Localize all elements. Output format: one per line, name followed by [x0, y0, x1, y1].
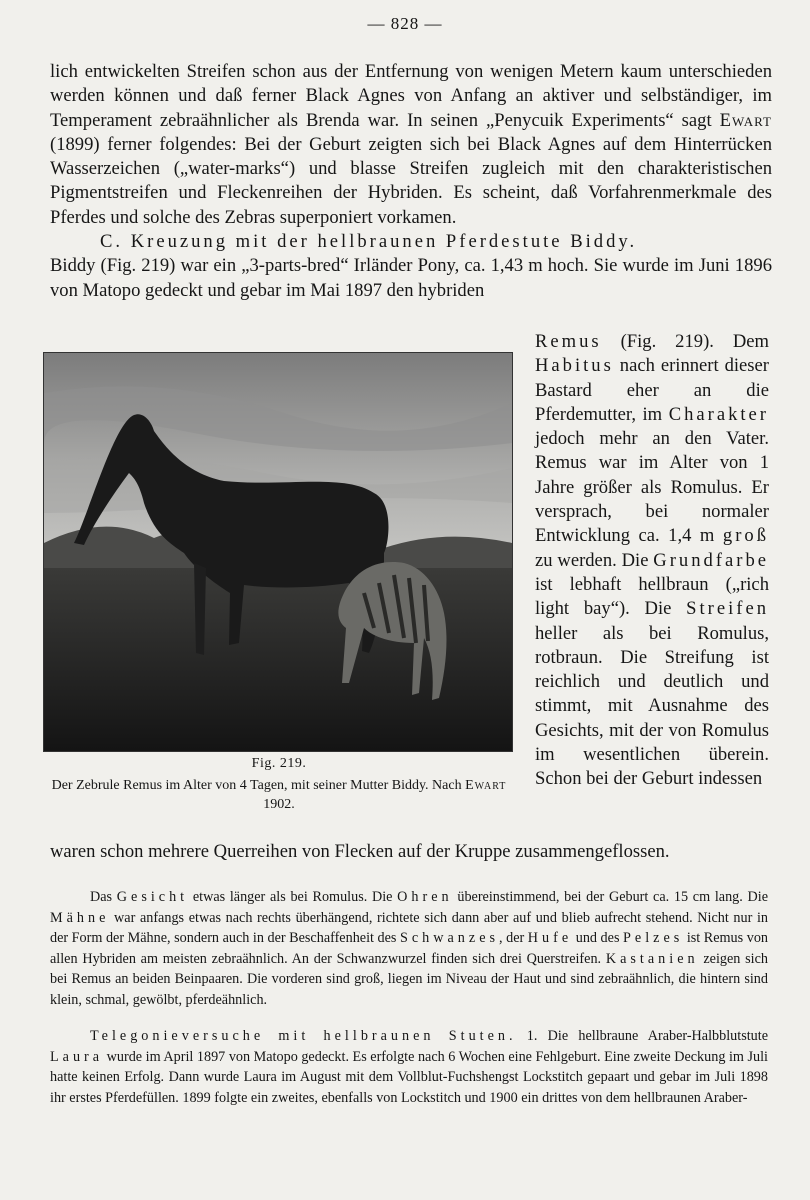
hufe-term: Hufe — [527, 930, 573, 946]
figure-caption — [43, 776, 515, 814]
figure-caption-text-a: Der Zebrule Remus im Alter von 4 Tagen, mit seiner Mutter Biddy. Nach — [51, 778, 466, 793]
sp2-t2: wurde im April 1897 von Matopo gedeckt. Es erfolgte nach 6 Wochen eine Fehlgeburt. Eine zweite Deckung im Juli hatte keinen Erfolg. Dann wurde Laura im August mit dem Vollblut-Fuchshengst Lockstitch gepaart und gebar im Juli 1898 ihr erstes Pferdefüllen. 1899 folgte ein zweites, ebenfalls von Lockstitch und 1900 ein drittes von dem hellbraunen Araber- — [50, 1048, 768, 1106]
habitus-term: Habitus — [535, 355, 614, 377]
section-c-text: Biddy (Fig. 219) war ein „3-parts-bred“ Irländer Pony, ca. 1,43 m hoch. Sie wurde im Juni 1896 von Matopo gedeckt und gebar im Mai 1897 den hybriden — [50, 255, 772, 301]
gross-term: groß — [722, 525, 769, 547]
sp2-t1: 1. Die hellbraune Araber-Halbblutstute — [516, 1028, 769, 1044]
small-paragraph-1 — [50, 887, 768, 1010]
figure-219 — [43, 352, 515, 814]
grundfarbe-term: Grundfarbe — [653, 549, 769, 571]
sp1-t2: übereinstimmend, bei der Geburt ca. 15 cm lang. Die — [452, 889, 768, 905]
streifen-term: Streifen — [686, 598, 769, 620]
kastanien-term: Kastanien — [605, 950, 699, 967]
sp1-t1: etwas länger als bei Romulus. Die — [188, 889, 398, 905]
figure-caption-author: Ewart — [465, 778, 507, 793]
side-text-2: nach erinnert dieser Bastard eher an die Pferdemutter, im — [535, 355, 769, 425]
sp1-t3: war anfangs etwas nach rechts überhängend, richtete sich dann aber auf und blieb aufrecht stehend. Nicht nur in der Form der Mähne, sondern auch in der Beschaffenheit des — [50, 909, 768, 946]
author-ewart: Ewart — [719, 109, 772, 131]
small-paragraph-2 — [50, 1026, 768, 1108]
schwanzes-term: Schwanzes — [399, 930, 500, 946]
continuation-text: waren schon mehrere Querreihen von Flecken auf der Kruppe zusammengeflossen. — [50, 841, 670, 862]
top-text-b: (1899) ferner folgendes: Bei der Geburt zeigten sich bei Black Agnes auf dem Hinterrücken Wasserzeichen („water-marks“) und blasse Streifen zugleich mit den charakteristischen Pigmentstreifen und Fleckenreihen der Hybriden. Es scheint, daß Vorfahrenmerkmale des Pferdes und solche des Zebras superponiert vorkamen. — [50, 133, 772, 228]
sp1-t7: zeigen sich bei Remus an beiden Beinpaaren. Die vorderen sind groß, liegen im Niveau der Haut und sind zebraähnlich, die hintern sind klein, schmal, gewölbt, pferdeähnlich. — [50, 950, 768, 1008]
side-text-5: ist lebhaft hellbraun („rich light bay“). Die — [535, 573, 769, 620]
sp1-t6: ist Remus von allen Hybriden am meisten zebraähnlich. An der Schwanzwurzel finden sich drei Querstreifen. — [50, 930, 769, 967]
sp1-t4: , der — [499, 930, 528, 946]
gesicht-term: Gesicht — [116, 889, 189, 905]
sp1-t5: und des — [572, 930, 624, 946]
laura-name: Laura — [50, 1048, 104, 1065]
sp1-das: Das — [90, 889, 117, 905]
telegonie-heading: Telegonieversuche mit hellbraunen Stuten. — [90, 1028, 517, 1044]
top-text-a: lich entwickelten Streifen schon aus der Entfernung von wenigen Metern kaum unterschieden werden können und daß ferner Black Agnes von Anfang an aktiver und selbständiger, im Temperament zebraähnlicher als Brenda war. In seinen „Penycuik Experiments“ sagt — [50, 61, 772, 131]
section-c-heading: C. Kreuzung mit der hellbraunen Pferdestute Biddy. — [100, 231, 638, 253]
top-paragraph — [50, 60, 772, 303]
side-text-1: (Fig. 219). Dem — [601, 331, 769, 352]
side-text-3: jedoch mehr an den Vater. Remus war im Alter von 1 Jahre größer als Romulus. Er versprach, bei normaler Entwicklung ca. 1,4 m — [535, 428, 769, 547]
horse-foal-photo — [43, 352, 513, 752]
side-text-6: heller als bei Romulus, rotbraun. Die Streifung ist reichlich und deutlich und stimmt, mit Ausnahme des Gesichts, mit der von Romulus im wesentlichen überein. Schon bei der Geburt indessen — [535, 622, 769, 790]
side-text-4: zu werden. Die — [535, 549, 654, 571]
remus-name: Remus — [535, 331, 602, 352]
ohren-term: Ohren — [397, 889, 453, 905]
pelzes-term: Pelzes — [623, 930, 684, 946]
figure-label: Fig. 219. — [251, 756, 307, 771]
side-column-text — [535, 330, 769, 792]
charakter-term: Charakter — [668, 403, 769, 425]
continuation-paragraph — [50, 840, 772, 864]
maehne-term: Mähne — [50, 909, 110, 926]
figure-caption-text-b: 1902. — [263, 797, 295, 812]
page-number: — 828 — — [367, 14, 443, 33]
